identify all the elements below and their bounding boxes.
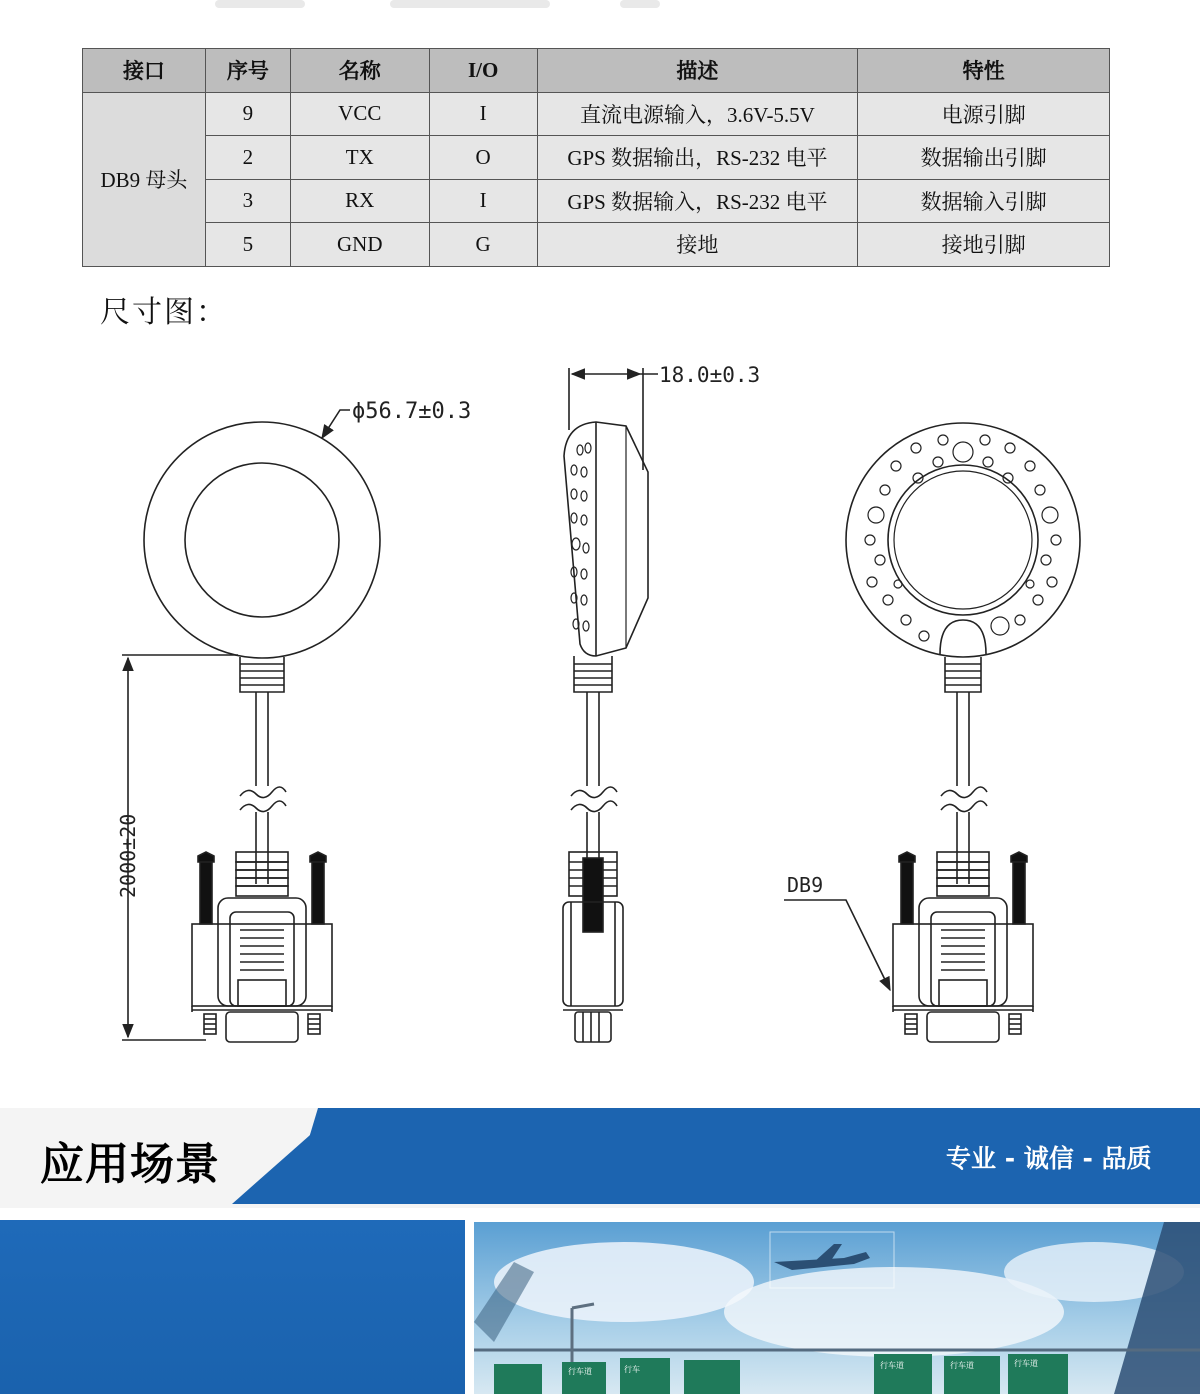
cell-name: TX: [290, 136, 429, 180]
pin-definition-table: [82, 48, 1110, 267]
application-section-title: 应用场景: [40, 1139, 220, 1190]
cell-io: O: [429, 136, 537, 180]
header-io: I/O: [429, 49, 537, 93]
cell-feature: 数据输入引脚: [858, 179, 1110, 223]
header-interface: 接口: [83, 49, 206, 93]
cell-io: I: [429, 179, 537, 223]
connector-label: DB9: [787, 873, 824, 897]
blue-info-panel: [0, 1220, 465, 1394]
table-row: [83, 223, 1110, 267]
sign-text: 行车道: [568, 1367, 592, 1376]
dimension-drawing: [0, 330, 1200, 1070]
cell-io: G: [429, 223, 537, 267]
front-view: [122, 410, 380, 1042]
header-number: 序号: [205, 49, 290, 93]
cell-number: 2: [205, 136, 290, 180]
header-name: 名称: [290, 49, 429, 93]
table-row: [83, 136, 1110, 180]
dimension-section-title: 尺寸图：: [100, 295, 228, 330]
sign-text: 行车: [624, 1365, 640, 1374]
cell-description: 接地: [537, 223, 858, 267]
sign-text: 行车道: [880, 1361, 904, 1370]
interface-group-cell: DB9 母头: [83, 92, 206, 266]
table-row: [83, 92, 1110, 136]
cell-description: GPS 数据输出，RS-232 电平: [537, 136, 858, 180]
sign-text: 行车道: [1014, 1359, 1038, 1368]
cropped-heading-remnant: [0, 0, 1200, 30]
application-photo: [474, 1222, 1200, 1394]
table-header-row: [83, 49, 1110, 93]
cell-name: RX: [290, 179, 429, 223]
cell-feature: 电源引脚: [858, 92, 1110, 136]
cell-description: GPS 数据输入，RS-232 电平: [537, 179, 858, 223]
brand-slogan: 专业 - 诚信 - 品质: [946, 1144, 1152, 1173]
cell-number: 9: [205, 92, 290, 136]
table-row: [83, 179, 1110, 223]
rear-view: [784, 423, 1080, 1042]
header-description: 描述: [537, 49, 858, 93]
cell-feature: 数据输出引脚: [858, 136, 1110, 180]
cell-name: VCC: [290, 92, 429, 136]
cell-feature: 接地引脚: [858, 223, 1110, 267]
cell-number: 3: [205, 179, 290, 223]
cell-number: 5: [205, 223, 290, 267]
cable-length-label: 2000±20: [116, 813, 140, 898]
cell-description: 直流电源输入，3.6V-5.5V: [537, 92, 858, 136]
cell-name: GND: [290, 223, 429, 267]
sign-text: 行车道: [950, 1361, 974, 1370]
header-feature: 特性: [858, 49, 1110, 93]
cell-io: I: [429, 92, 537, 136]
thickness-label: 18.0±0.3: [659, 363, 761, 387]
diameter-label: ϕ56.7±0.3: [352, 399, 472, 424]
side-view: [563, 368, 658, 1042]
